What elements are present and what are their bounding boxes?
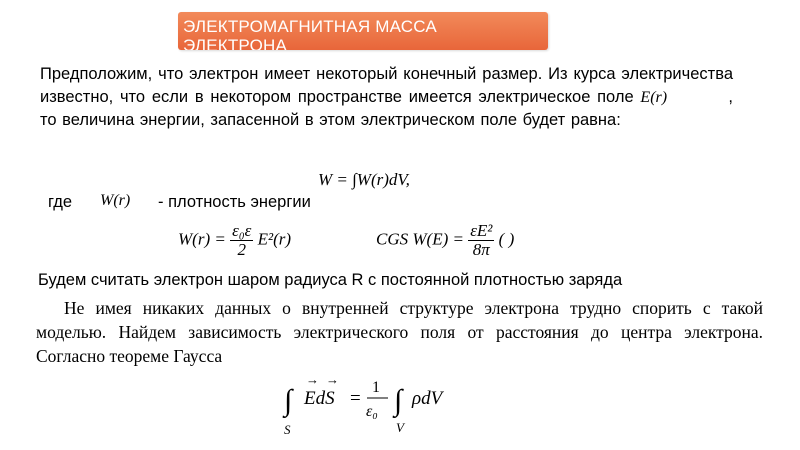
- intro-text-1: Предположим, что электрон имеет некоторый конечный размер. Из курса электричества известно, что если в некотором пространстве имеется электрическое поле: [40, 65, 733, 106]
- gauss-theorem-formula: [282, 370, 482, 440]
- si-frac-denominator: 2: [237, 240, 246, 259]
- cgs-formula-rhs: ( ): [498, 229, 515, 249]
- cgs-energy-density-formula: [376, 222, 514, 259]
- volume-subscript: V: [396, 420, 404, 435]
- cgs-prefix: CGS: [376, 229, 409, 249]
- gauss-equals: =: [350, 388, 361, 409]
- intro-text-2: , то величина энергии, запасенной в этом электрическом поле будет равна:: [40, 87, 734, 129]
- vector-arrow-e: →: [306, 372, 319, 387]
- si-energy-density-formula: [178, 222, 291, 259]
- cgs-frac-denominator: 8π: [472, 240, 490, 259]
- gauss-frac-numerator: 1: [372, 379, 380, 396]
- cgs-formula-fraction: [468, 222, 494, 259]
- gauss-frac-denominator: ε₀: [366, 403, 378, 420]
- si-formula-lhs: W(r) =: [178, 229, 226, 249]
- surface-subscript: S: [284, 422, 291, 437]
- sphere-statement: Будем считать электрон шаром радиуса R с постоянной плотностью заряда: [38, 271, 623, 289]
- si-frac-numerator: ε₀ε: [232, 221, 252, 240]
- cgs-formula-lhs: W(E) =: [412, 229, 464, 249]
- cgs-frac-numerator: εE²: [470, 221, 493, 240]
- title-banner: [178, 12, 548, 50]
- intro-paragraph: [40, 63, 733, 132]
- density-description: - плотность энергии: [158, 193, 311, 211]
- field-formula-slot: [640, 86, 728, 110]
- field-symbol: E(r): [640, 88, 668, 106]
- density-symbol: W(r): [100, 192, 131, 209]
- where-label: где: [48, 193, 73, 211]
- volume-integral-sign: ∫: [394, 384, 403, 417]
- si-formula-rhs: E²(r): [257, 229, 292, 249]
- slide-title: ЭЛЕКТРОМАГНИТНАЯ МАССА ЭЛЕКТРОНА: [183, 17, 437, 50]
- si-formula-fraction: [230, 222, 253, 259]
- gauss-rhs-integrand: ρdV: [412, 388, 443, 409]
- vector-arrow-s: →: [326, 372, 339, 387]
- surface-integral-sign: ∫: [284, 384, 293, 417]
- energy-integral-formula: W = ∫W(r)dV,: [318, 170, 410, 189]
- gauss-lhs-integrand: EdS: [304, 388, 335, 409]
- gauss-paragraph: Не имея никаких данных о внутренней структуре электрона трудно спорить с такой моделью. Найдем зависимость электрического поля от расстояния до центра электрона. Согласно теореме Гаусса: [36, 298, 763, 366]
